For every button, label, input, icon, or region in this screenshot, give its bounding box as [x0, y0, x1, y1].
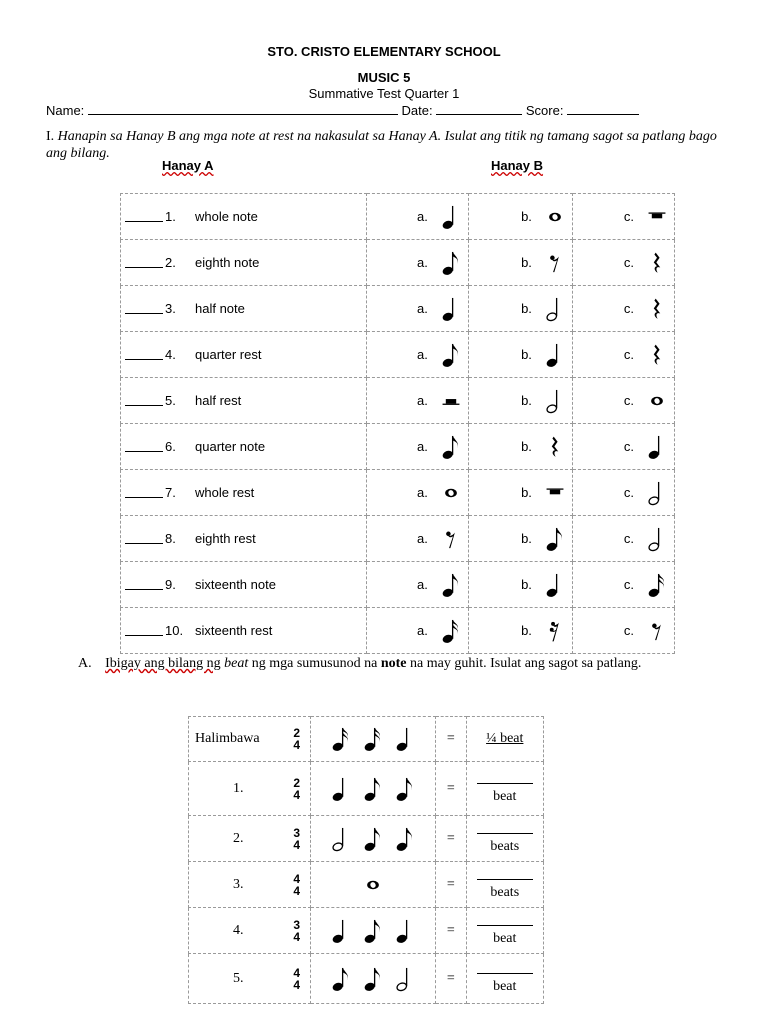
column-b-header: Hanay B [491, 158, 544, 173]
answer-blank[interactable] [477, 822, 533, 834]
name-label: Name: [46, 103, 85, 118]
row-number: 5. [233, 970, 244, 986]
half-note-icon [328, 826, 354, 852]
quarter-rest-icon [644, 250, 670, 276]
whole-note-icon [438, 480, 464, 506]
eighth-note-icon [438, 434, 464, 460]
choice-letter: a. [417, 255, 428, 270]
answer-blank[interactable] [477, 868, 533, 880]
example-label: Halimbawa [195, 731, 260, 746]
part2-beat-word: beat [224, 656, 249, 671]
choice-a [366, 608, 468, 654]
part2-text-2: ng mga sumusunod na [251, 656, 378, 671]
item-name: eighth rest [195, 531, 256, 546]
eighth-note-icon [392, 776, 418, 802]
answer-blank[interactable] [125, 533, 163, 544]
part2-prefix: A. [78, 656, 92, 671]
answer-blank[interactable] [125, 395, 163, 406]
answer-blank[interactable] [125, 303, 163, 314]
item-number: 8. [165, 531, 176, 546]
part1-prefix: I. [46, 129, 55, 144]
choice-a [366, 378, 468, 424]
half-note-icon [644, 480, 670, 506]
item-name: quarter note [195, 439, 266, 454]
eighth-note-icon [360, 918, 386, 944]
whole-rest-icon [644, 204, 670, 230]
choice-a [366, 332, 468, 378]
row-number: 4. [233, 922, 244, 938]
example-notes [311, 726, 435, 752]
choice-a [366, 516, 468, 562]
choice-c [572, 608, 674, 654]
part2-instruction [78, 655, 718, 673]
equals-sign: = [436, 908, 466, 954]
choice-letter: a. [417, 623, 428, 638]
item-name: eighth note [195, 255, 260, 270]
choice-letter: c. [623, 531, 634, 546]
test-title: Summative Test Quarter 1 [308, 86, 460, 101]
student-info-line [46, 103, 639, 118]
choice-letter: a. [417, 347, 428, 362]
matching-row [121, 332, 675, 378]
sixteenth-note-icon [438, 618, 464, 644]
answer-blank[interactable] [125, 487, 163, 498]
item-number: 7. [165, 485, 176, 500]
choice-letter: a. [417, 439, 428, 454]
matching-row [121, 194, 675, 240]
half-note-icon [542, 388, 568, 414]
quarter-note-icon [328, 776, 354, 802]
score-label: Score: [525, 103, 564, 118]
choice-c [572, 378, 674, 424]
item-name: sixteenth note [195, 577, 276, 592]
choice-letter: b. [521, 439, 532, 454]
answer-cell[interactable]: beats [466, 816, 543, 862]
choice-a [366, 470, 468, 516]
name-field[interactable] [88, 103, 398, 115]
half-note-icon [644, 526, 670, 552]
time-signature: 4 4 [293, 871, 301, 898]
item-number: 1. [165, 209, 176, 224]
matching-row [121, 562, 675, 608]
example-row [189, 717, 544, 762]
score-field[interactable] [567, 103, 639, 115]
part1-instruction [46, 128, 726, 162]
half-note-icon [542, 296, 568, 322]
answer-blank[interactable] [477, 914, 533, 926]
matching-row [121, 286, 675, 332]
choice-letter: b. [521, 623, 532, 638]
dotted-quarter-note-icon [328, 918, 354, 944]
equals-sign: = [436, 862, 466, 908]
choice-letter: a. [417, 577, 428, 592]
time-signature: 3 4 [293, 917, 301, 944]
whole-note-icon [360, 872, 386, 898]
answer-cell[interactable]: beat [466, 908, 543, 954]
choice-letter: c. [623, 485, 634, 500]
example-answer: ¼ beat [466, 717, 543, 762]
eighth-note-icon [438, 572, 464, 598]
eighth-rest-icon [438, 526, 464, 552]
item-name: sixteenth rest [195, 623, 273, 638]
part2-text-1: Ibigay ang bilang ng [105, 656, 221, 671]
item-number: 9. [165, 577, 176, 592]
choice-b [468, 562, 572, 608]
matching-row [121, 516, 675, 562]
item-name: whole note [195, 209, 258, 224]
eighth-note-icon [328, 966, 354, 992]
quarter-note-icon [438, 204, 464, 230]
half-rest-icon [438, 388, 464, 414]
eighth-note-icon [360, 826, 386, 852]
beat-row [189, 862, 544, 908]
choice-letter: b. [521, 209, 532, 224]
answer-blank[interactable] [125, 257, 163, 268]
matching-row [121, 378, 675, 424]
choice-letter: a. [417, 209, 428, 224]
beat-row [189, 908, 544, 954]
item-number: 10. [165, 623, 184, 638]
answer-blank[interactable] [125, 441, 163, 452]
beat-row [189, 762, 544, 816]
answer-cell[interactable]: beat [466, 954, 543, 1004]
item-name: quarter rest [195, 347, 262, 362]
choice-letter: b. [521, 531, 532, 546]
beat-count-table [188, 716, 544, 1004]
quarter-rest-icon [542, 434, 568, 460]
choice-letter: a. [417, 393, 428, 408]
equals-sign: = [436, 816, 466, 862]
whole-note-icon [542, 204, 568, 230]
matching-row [121, 424, 675, 470]
part2-note-word: note [380, 656, 407, 671]
quarter-note-icon [392, 918, 418, 944]
choice-a [366, 194, 468, 240]
choice-letter: c. [623, 255, 634, 270]
choice-letter: c. [623, 439, 634, 454]
choice-letter: a. [417, 301, 428, 316]
choice-letter: c. [623, 623, 634, 638]
school-name: STO. CRISTO ELEMENTARY SCHOOL [267, 44, 501, 59]
beat-row [189, 954, 544, 1004]
sixteenth-rest-icon [542, 618, 568, 644]
choice-a [366, 424, 468, 470]
eighth-note-icon [542, 526, 568, 552]
choice-letter: c. [623, 301, 634, 316]
date-field[interactable] [436, 103, 522, 115]
equals-sign: = [436, 762, 466, 816]
choice-b [468, 378, 572, 424]
item-number: 6. [165, 439, 176, 454]
row-number: 3. [233, 876, 244, 892]
choice-letter: c. [623, 393, 634, 408]
choice-c [572, 332, 674, 378]
part1-instruction-text: Hanapin sa Hanay B ang mga note at rest na nakasulat sa Hanay A. Isulat ang titik ng tamang sagot sa patlang bago ang bilang. [46, 129, 717, 161]
whole-note-icon [644, 388, 670, 414]
choice-c [572, 424, 674, 470]
matching-table [120, 193, 675, 654]
eighth-note-icon [438, 342, 464, 368]
dotted-quarter-note-icon [392, 726, 418, 752]
choice-a [366, 286, 468, 332]
choice-letter: c. [623, 209, 634, 224]
sixteenth-note-icon [328, 726, 354, 752]
date-label: Date: [401, 103, 433, 118]
choice-letter: b. [521, 301, 532, 316]
choice-letter: c. [623, 577, 634, 592]
row-number: 2. [233, 830, 244, 846]
answer-cell[interactable]: beats [466, 862, 543, 908]
dotted-half-note-icon [392, 966, 418, 992]
quarter-note-icon [438, 296, 464, 322]
item-name: half note [195, 301, 245, 316]
quarter-rest-icon [644, 342, 670, 368]
choice-letter: a. [417, 531, 428, 546]
eighth-rest-icon [644, 618, 670, 644]
row-number: 1. [233, 780, 244, 796]
answer-blank[interactable] [125, 625, 163, 636]
choice-b [468, 608, 572, 654]
choice-c [572, 562, 674, 608]
beat-row [189, 816, 544, 862]
subject-title: MUSIC 5 [357, 70, 411, 85]
choice-b [468, 286, 572, 332]
time-signature: 2 4 [293, 726, 301, 752]
eighth-note-icon [360, 776, 386, 802]
choice-a [366, 562, 468, 608]
choice-b [468, 424, 572, 470]
eighth-note-icon [360, 966, 386, 992]
item-number: 4. [165, 347, 176, 362]
choice-c [572, 240, 674, 286]
choice-letter: b. [521, 393, 532, 408]
item-number: 5. [165, 393, 176, 408]
item-number: 3. [165, 301, 176, 316]
item-number: 2. [165, 255, 176, 270]
choice-letter: a. [417, 485, 428, 500]
answer-blank[interactable] [477, 962, 533, 974]
eighth-note-icon [392, 826, 418, 852]
quarter-note-icon [644, 434, 670, 460]
choice-letter: b. [521, 255, 532, 270]
eighth-note-icon [438, 250, 464, 276]
choice-b [468, 332, 572, 378]
choice-letter: c. [623, 347, 634, 362]
whole-rest-icon [542, 480, 568, 506]
matching-row [121, 240, 675, 286]
choice-a [366, 240, 468, 286]
time-signature: 3 4 [293, 825, 301, 852]
choice-b [468, 516, 572, 562]
answer-cell[interactable]: beat [466, 762, 543, 816]
answer-blank[interactable] [125, 579, 163, 590]
matching-row [121, 470, 675, 516]
time-signature: 2 4 [293, 775, 301, 802]
quarter-rest-icon [644, 296, 670, 322]
choice-letter: b. [521, 485, 532, 500]
choice-b [468, 240, 572, 286]
choice-b [468, 470, 572, 516]
part2-text-3: na may guhit. Isulat ang sagot sa patlang. [410, 656, 642, 671]
answer-blank[interactable] [477, 772, 533, 784]
item-name: whole rest [195, 485, 255, 500]
choice-c [572, 516, 674, 562]
choice-c [572, 470, 674, 516]
item-name: half rest [195, 393, 242, 408]
choice-c [572, 286, 674, 332]
choice-letter: b. [521, 577, 532, 592]
time-signature: 4 4 [293, 965, 301, 992]
eighth-rest-icon [542, 250, 568, 276]
sixteenth-note-icon [360, 726, 386, 752]
answer-blank[interactable] [125, 211, 163, 222]
answer-blank[interactable] [125, 349, 163, 360]
equals-sign: = [436, 717, 466, 762]
sixteenth-note-icon [644, 572, 670, 598]
choice-b [468, 194, 572, 240]
choice-letter: b. [521, 347, 532, 362]
equals-sign: = [436, 954, 466, 1004]
quarter-note-icon [542, 342, 568, 368]
quarter-note-icon [542, 572, 568, 598]
choice-c [572, 194, 674, 240]
column-a-header: Hanay A [162, 158, 214, 173]
matching-row [121, 608, 675, 654]
